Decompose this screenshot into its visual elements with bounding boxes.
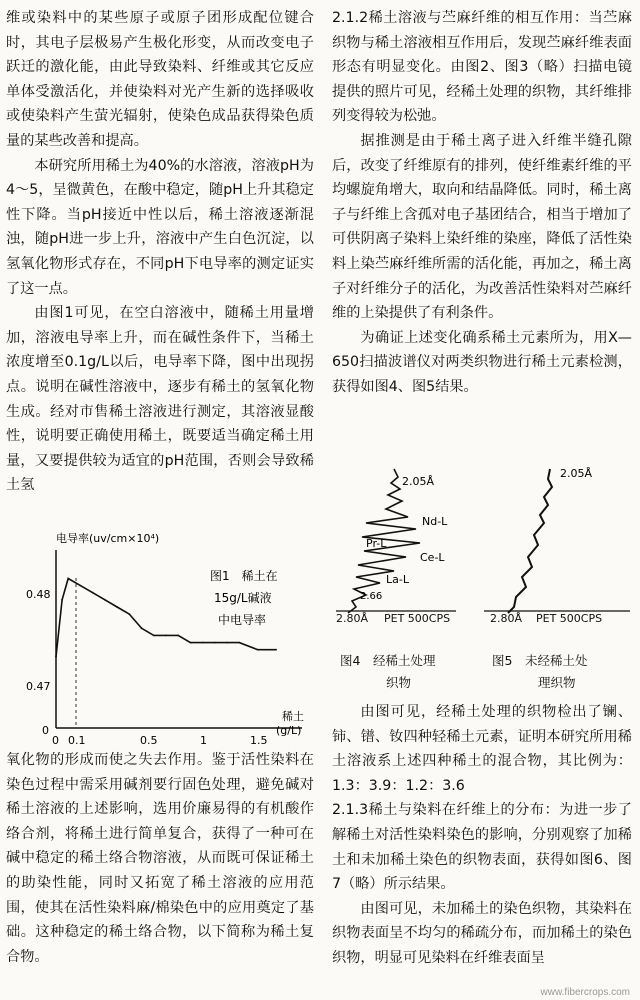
data-point — [128, 613, 130, 615]
caption-line: 织物 — [386, 675, 412, 690]
data-point — [165, 635, 167, 637]
y-tick-label: 0 — [42, 724, 49, 737]
fig4-axis-left: 2.80Å — [336, 612, 369, 625]
peak-label: 2.05Å — [402, 475, 435, 488]
paragraph: 2.1.2稀土溶液与苎麻纤维的相互作用：当苎麻织物与稀土溶液相互作用后，发现苎麻纤维表面形态有明显变化。由图2、图3（略）扫描电镜提供的照片可见，经稀土处理的织物，其纤维排列变得较为松弛。 — [332, 10, 632, 125]
data-point — [275, 649, 277, 651]
figure-caption: 15g/L碱液 — [214, 591, 272, 605]
paragraph: 由图1可见，在空白溶液中，随稀土用量增加，溶液电导率上升，而在碱性条件下，当稀土浓度增至0.1g/L以后，电导率下降，图中出现拐点。说明在碱性溶液中，逐步有稀土的氢氧化物生成。经对市售稀土溶液进行测定，其溶液显酸性，说明要正确使用稀土，既要适当确定稀土用量，又要提供较为适宜的pH范围，否则会导致稀土氢 — [6, 305, 314, 494]
data-point — [141, 627, 143, 629]
peak-label: 2.66 — [360, 591, 383, 602]
data-point — [202, 642, 204, 644]
data-point — [55, 656, 57, 658]
caption-line: 理织物 — [538, 675, 576, 690]
data-point — [214, 642, 216, 644]
data-point — [153, 635, 155, 637]
peak-label: Pr-L — [366, 537, 387, 550]
paragraph: 为确证上述变化确系稀土元素所为，用X—650扫描波谱仪对两类织物进行稀土元素检测，获得如图4、图5结果。 — [332, 329, 632, 395]
peak-label: 2.05Å — [560, 467, 593, 480]
figure-1-conductivity-chart — [14, 528, 314, 746]
figure-caption: 图1 稀土在 — [210, 569, 278, 583]
x-tick-label: 1.5 — [250, 734, 268, 746]
x-tick-label: 1 — [200, 734, 207, 746]
x-tick-label: 0.1 — [68, 734, 86, 746]
data-point — [190, 642, 192, 644]
left-column-continued: 氧化物的形成而使之失去作用。鉴于活性染料在染色过程中需采用碱剂要行固色处理，避免碱对稀土溶液的上述影响，选用价廉易得的有机酸作络合剂，将稀土进行简单复合，获得了一种可在碱中稳定的稀土络合物溶液，从而既可保证稀土的助染性能，同时又拓宽了稀土溶液的应用范围，使其在活性染料麻/棉染色中的应用奠定了基础。这种稳定的稀土络合物，以下简称为稀土复合物。 — [6, 752, 314, 965]
paragraph: 2.1.3稀土与染料在纤维上的分布：为进一步了解稀土对活性染料染色的影响，分别观察了加稀土和未加稀土染色的织物表面，获得如图6、图7（略）所示结果。 — [332, 802, 632, 893]
data-point — [67, 578, 69, 580]
data-point — [92, 592, 94, 594]
data-point — [116, 606, 118, 608]
figure-4-spectrum — [336, 465, 466, 615]
y-axis-label: 电导率(uv/cm×10⁴) — [56, 532, 160, 545]
paragraph: 据推测是由于稀土离子进入纤维半缝孔隙后，改变了纤维原有的排列，使纤维素纤维的平均螺旋角增大，取向和结晶降低。同时，稀土离子与纤维上含孤对电子基团结合，相当于增加了可供阴离子染料上染纤维的染座，降低了活性染料上染苎麻纤维所需的活化能，再加之，稀土离子对纤维分子的活化，为改善活性染料对苎麻纤维的上染提供了有利条件。 — [332, 132, 632, 322]
left-column — [6, 6, 314, 498]
figure-caption: 中电导率 — [218, 613, 267, 627]
figure-5-spectrum — [484, 465, 634, 615]
paragraph: 本研究所用稀土为40%的水溶液，溶液pH为4～5，呈微黄色，在酸中稳定，随pH上升其稳定性下降。当pH接近中性以后，稀土溶液逐渐混浊，随pH进一步上升，溶液中产生白色沉淀，以氢氧化物形式存在，不同pH下电导率的测定证实了这一点。 — [6, 157, 314, 297]
figure-4-caption — [340, 650, 470, 694]
data-point — [80, 585, 82, 587]
peak-label: La-L — [386, 573, 409, 586]
x-axis-label: (g/L) — [276, 724, 302, 737]
data-point — [104, 599, 106, 601]
x-tick-label: 0 — [52, 734, 59, 746]
paragraph: 维或染料中的某些原子或原子团形成配位键合时，其电子层极易产生极化形变，从而改变电子跃迁的激化能，由此导致染料、纤维或其它反应单体受激活化，并使染料对光产生新的选择吸收或使染料产生萤光辐射，使染色成品获得染色质量的某些改善和提高。 — [6, 10, 314, 149]
y-tick-label: 0.47 — [26, 680, 51, 693]
right-column-continued — [332, 700, 632, 971]
paragraph: 由图可见，未加稀土的染色织物，其染料在织物表面呈不均匀的稀疏分布，而加稀土的染色织物，明显可见染料在纤维表面呈 — [332, 900, 632, 966]
data-point — [238, 642, 240, 644]
data-point — [226, 642, 228, 644]
peak-label: Nd-L — [422, 515, 448, 528]
data-point — [257, 649, 259, 651]
fig5-axis-right: PET 500CPS — [536, 612, 603, 625]
watermark: www.fibercrops.com — [540, 987, 630, 998]
fig5-axis-left: 2.80Å — [490, 612, 523, 625]
y-tick-label: 0.48 — [26, 588, 51, 601]
spectrum-trace — [508, 469, 552, 613]
caption-line: 图5 未经稀土处 — [492, 653, 588, 668]
paragraph: 由图可见，经稀土处理的织物检出了镧、铈、镨、钕四种轻稀土元素，证明本研究所用稀土溶液系上述四种稀土的混合物，其比例为：1.3：3.9：1.2：3.6 — [332, 704, 632, 794]
peak-label: Ce-L — [420, 551, 445, 564]
right-column — [332, 6, 632, 400]
x-axis-label: 稀土 — [282, 710, 304, 723]
data-point — [177, 635, 179, 637]
data-point — [61, 599, 63, 601]
figure-5-caption — [492, 650, 632, 694]
fig4-axis-right: PET 500CPS — [384, 612, 451, 625]
caption-line: 图4 经稀土处理 — [340, 653, 436, 668]
x-tick-label: 0.5 — [140, 734, 158, 746]
